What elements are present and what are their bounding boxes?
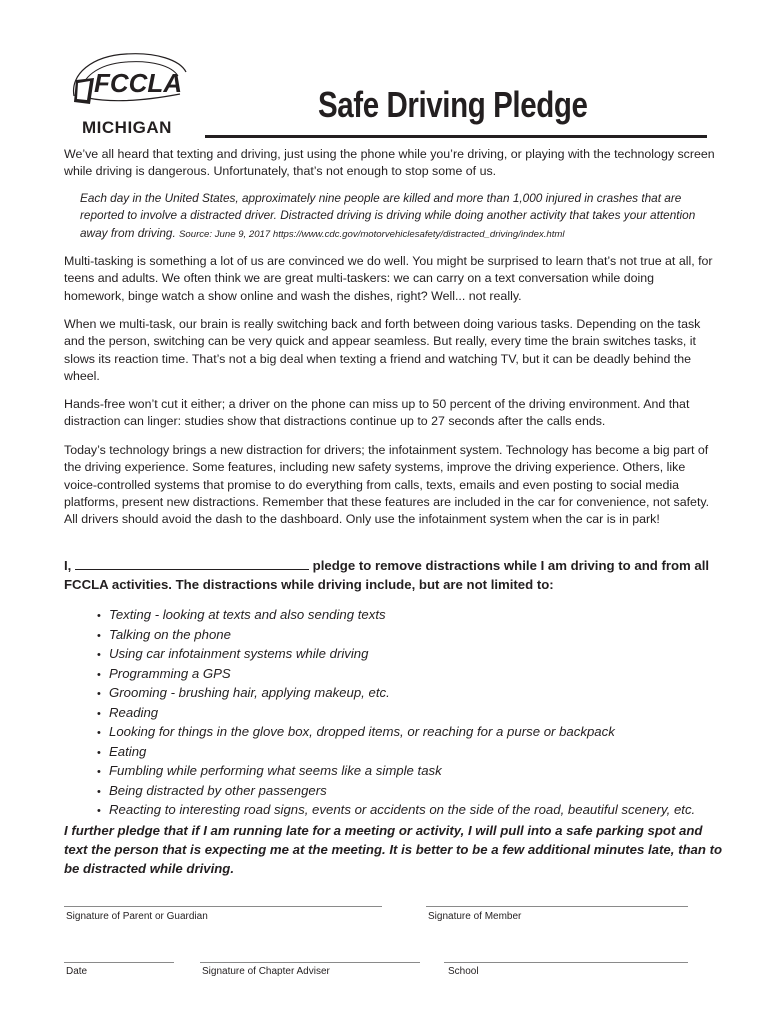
member-signature-line[interactable] [426,906,688,907]
school-line[interactable] [444,962,688,963]
bullet-icon: • [97,629,101,642]
date-label: Date [66,966,88,977]
list-item-text: Reacting to interesting road signs, events or accidents on the side of the road, beautiful scenery, etc. [109,802,696,818]
list-item-text: Grooming - brushing hair, applying makeup, etc. [109,685,390,701]
member-signature-label: Signature of Member [428,911,522,922]
list-item-text: Talking on the phone [109,626,231,642]
name-blank-field[interactable] [75,558,309,570]
bullet-icon: • [97,766,101,779]
school-label: School [448,966,479,977]
paragraph-infotainment: Today’s technology brings a new distraction for drivers; the infotainment system. Technology has become a big part of the driving experience. Some features, including new safety systems, improve the driving experience. Others, like voice-controlled systems that promise to do everything from calls, texts, emails and even posting to social media platforms, present new distractions. Remember that these features are included in the car for convenience, not safety. All drivers should avoid the dash to the dashboard. Only use the infotainment system when the car is in park! [64,443,710,527]
list-item [97,762,695,782]
logo-acronym: FCCLA [94,68,183,98]
list-item [97,704,695,724]
list-item-text: Looking for things in the glove box, dropped items, or reaching for a purse or backpack [109,724,615,740]
list-item [97,645,695,665]
date-line[interactable] [64,962,174,963]
bullet-icon: • [97,668,101,681]
fccla-logo [60,50,210,140]
bullet-icon: • [97,707,101,720]
fccla-logo-mark [68,50,198,120]
logo-state: MICHIGAN [82,118,172,137]
further-pledge: I further pledge that if I am running late for a meeting or activity, I will pull into a safe parking spot and text the person that is expecting me at the meeting. It is better to be a few additional minutes late, than to be distracted while driving. [64,823,723,876]
list-item [97,684,695,704]
cdc-quote [80,190,710,243]
bullet-icon: • [97,727,101,740]
bullet-icon: • [97,649,101,662]
quote-source: Source: June 9, 2017 https://www.cdc.gov/motorvehiclesafety/distracted_driving/index.html [179,228,565,240]
bullet-icon: • [97,746,101,759]
paragraph-brain-switching: When we multi-task, our brain is really switching back and forth between doing various tasks. Depending on the task and the person, switching can be very quick and appear seamless. But really, every time the brain switches tasks, it slows its reaction time. That’s not a big deal when texting a friend and watching TV, but it can be deadly behind the wheel. [64,317,701,383]
bullet-icon: • [97,805,101,818]
title-rule [205,135,707,138]
list-item [97,782,695,802]
list-item [97,743,695,763]
list-item [97,626,695,646]
list-item-text: Programming a GPS [109,665,231,681]
list-item-text: Being distracted by other passengers [109,782,327,798]
list-item-text: Using car infotainment systems while driving [109,646,369,662]
list-item-text: Eating [109,743,147,759]
list-item-text: Reading [109,704,159,720]
adviser-signature-line[interactable] [200,962,420,963]
page-title: Safe Driving Pledge [318,84,588,125]
intro-paragraph: We’ve all heard that texting and driving, just using the phone while you’re driving, or playing with the technology screen while driving is dangerous. Unfortunately, that’s not enough to stop some of us. [64,147,715,179]
list-item [97,723,695,743]
quote-text: Each day in the United States, approximately nine people are killed and more than 1,000 injured in crashes that are reported to involve a distracted driver. Distracted driving is driving while doing another activity that takes your attention away from driving. [80,191,696,240]
pledge-statement [64,557,724,594]
pledge-text: pledge to remove distractions while I am driving to and from all FCCLA activities. The distractions while driving include, but are not limited to: [64,558,710,592]
parent-signature-label: Signature of Parent or Guardian [66,911,208,922]
bullet-icon: • [97,688,101,701]
bullet-icon: • [97,785,101,798]
list-item-text: Fumbling while performing what seems like a simple task [109,763,442,779]
distractions-list [97,606,695,821]
list-item [97,801,695,821]
list-item [97,606,695,626]
list-item [97,665,695,685]
list-item-text: Texting - looking at texts and also sending texts [109,607,386,622]
paragraph-hands-free: Hands-free won’t cut it either; a driver on the phone can miss up to 50 percent of the driving environment. And that distraction can linger: studies show that distractions continue up to 27 seconds after the calls ends. [64,397,690,429]
parent-signature-line[interactable] [64,906,382,907]
paragraph-multitasking: Multi-tasking is something a lot of us are convinced we do well. You might be surprised to learn that’s not true at all, for teens and adults. We often think we are great multi-taskers: we can carry on a text conversation while doing homework, binge watch a show online and wash the dishes, right? Well... not really. [64,254,713,303]
bullet-icon: • [97,610,101,622]
pledge-prefix: I, [64,558,72,573]
adviser-signature-label: Signature of Chapter Adviser [202,966,330,977]
